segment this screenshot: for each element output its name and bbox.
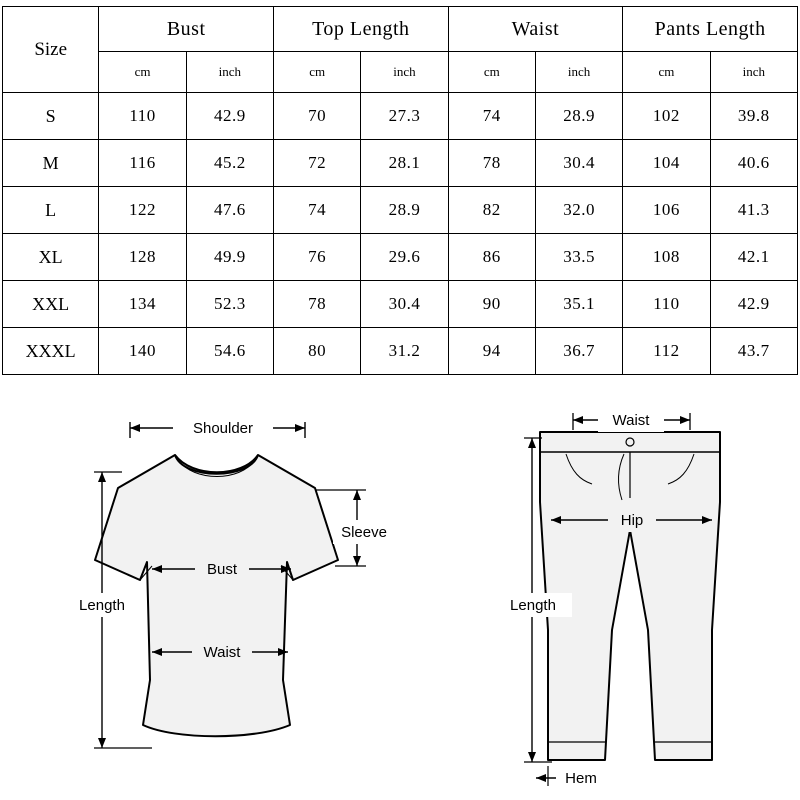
cell-value: 140 [99,328,186,375]
top-waist-label: Waist [203,644,241,661]
table-row [3,140,798,187]
row-size-label: M [3,140,99,187]
column-group-waist: Waist [448,7,623,52]
pants-waist-label: Waist [612,412,650,429]
t-shirt-diagram [62,416,395,748]
cell-value: 102 [623,93,710,140]
cell-value: 42.9 [186,93,273,140]
table-corner-size-label: Size [3,7,99,93]
cell-value: 110 [623,281,710,328]
cell-value: 54.6 [186,328,273,375]
table-row [3,187,798,234]
cell-value: 112 [623,328,710,375]
measurement-diagrams [0,380,800,800]
cell-value: 70 [273,93,360,140]
unit-bust-cm: cm [99,52,186,93]
cell-value: 76 [273,234,360,281]
unit-pants-length-inch: inch [710,52,797,93]
cell-value: 29.6 [361,234,448,281]
cell-value: 31.2 [361,328,448,375]
row-size-label: XL [3,234,99,281]
cell-value: 43.7 [710,328,797,375]
table-header-unit-row [3,52,798,93]
cell-value: 128 [99,234,186,281]
cell-value: 86 [448,234,535,281]
size-table [2,6,798,375]
cell-value: 27.3 [361,93,448,140]
row-size-label: XXL [3,281,99,328]
cell-value: 104 [623,140,710,187]
cell-value: 28.9 [535,93,622,140]
cell-value: 94 [448,328,535,375]
cell-value: 35.1 [535,281,622,328]
pants-waist-arrow-right-icon [680,416,690,424]
cell-value: 78 [448,140,535,187]
cell-value: 74 [448,93,535,140]
unit-bust-inch: inch [186,52,273,93]
cell-value: 28.9 [361,187,448,234]
cell-value: 106 [623,187,710,234]
pants-waist-arrow-left-icon [573,416,583,424]
cell-value: 42.1 [710,234,797,281]
diagrams-svg [0,380,800,800]
top-length-arrow-bottom-icon [98,738,106,748]
size-table-container [0,0,800,378]
cell-value: 45.2 [186,140,273,187]
column-group-top-length: Top Length [273,7,448,52]
cell-value: 116 [99,140,186,187]
pants-length-arrow-bottom-icon [528,752,536,762]
cell-value: 30.4 [535,140,622,187]
table-row [3,93,798,140]
unit-top-length-cm: cm [273,52,360,93]
pants-diagram [494,408,720,790]
sleeve-label: Sleeve [341,524,387,541]
cell-value: 134 [99,281,186,328]
column-group-bust: Bust [99,7,274,52]
cell-value: 122 [99,187,186,234]
column-group-pants-length: Pants Length [623,7,798,52]
hem-label: Hem [565,770,597,787]
row-size-label: L [3,187,99,234]
sleeve-arrow-top-icon [353,490,361,500]
unit-top-length-inch: inch [361,52,448,93]
cell-value: 33.5 [535,234,622,281]
cell-value: 74 [273,187,360,234]
unit-waist-inch: inch [535,52,622,93]
cell-value: 49.9 [186,234,273,281]
unit-waist-cm: cm [448,52,535,93]
row-size-label: XXXL [3,328,99,375]
shoulder-label: Shoulder [192,420,254,437]
shoulder-arrow-left-icon [130,424,140,432]
cell-value: 108 [623,234,710,281]
table-row [3,281,798,328]
cell-value: 72 [273,140,360,187]
pants-length-arrow-top-icon [528,438,536,448]
hem-arrow-left-icon [536,774,546,782]
cell-value: 90 [448,281,535,328]
top-length-label: Length [79,597,125,614]
row-size-label: S [3,93,99,140]
bust-label: Bust [206,561,238,578]
shoulder-arrow-right-icon [295,424,305,432]
cell-value: 39.8 [710,93,797,140]
sleeve-arrow-bottom-icon [353,556,361,566]
cell-value: 36.7 [535,328,622,375]
unit-pants-length-cm: cm [623,52,710,93]
cell-value: 78 [273,281,360,328]
cell-value: 28.1 [361,140,448,187]
pants-button-icon [626,438,634,446]
table-row [3,328,798,375]
cell-value: 30.4 [361,281,448,328]
cell-value: 80 [273,328,360,375]
cell-value: 41.3 [710,187,797,234]
top-length-arrow-top-icon [98,472,106,482]
cell-value: 32.0 [535,187,622,234]
hip-label: Hip [620,512,644,529]
cell-value: 47.6 [186,187,273,234]
table-header-group-row [3,7,798,52]
cell-value: 82 [448,187,535,234]
cell-value: 40.6 [710,140,797,187]
table-row [3,234,798,281]
cell-value: 52.3 [186,281,273,328]
pants-length-label: Length [510,597,556,614]
cell-value: 110 [99,93,186,140]
cell-value: 42.9 [710,281,797,328]
